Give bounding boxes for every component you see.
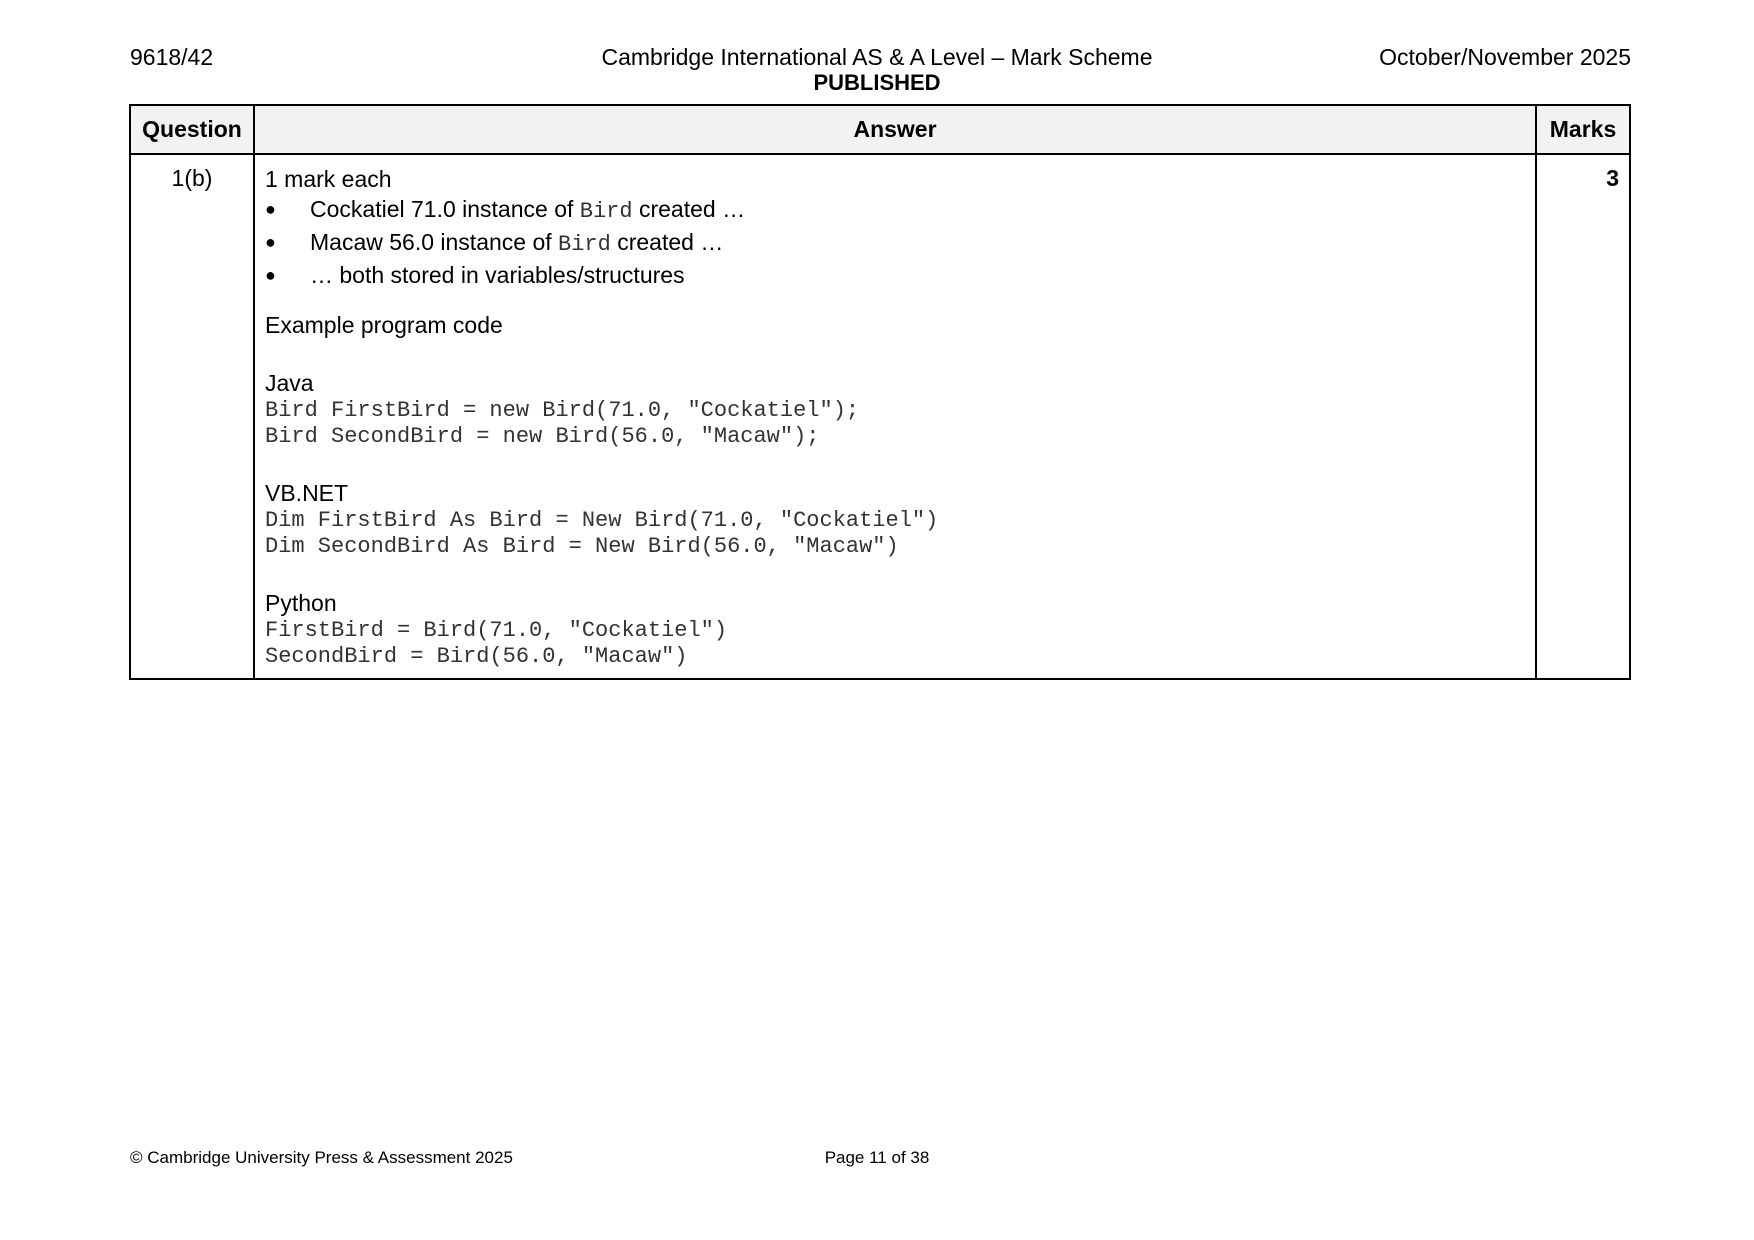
document-title: Cambridge International AS & A Level – Mark Scheme [601, 44, 1153, 70]
code-line: Dim FirstBird As Bird = New Bird(71.0, "Cockatiel") [265, 508, 939, 533]
code-line: FirstBird = Bird(71.0, "Cockatiel") [265, 618, 728, 643]
column-header-answer: Answer [254, 105, 1536, 154]
question-number: 1(b) [130, 154, 254, 679]
table-header-row [130, 105, 1630, 154]
code-line: Bird FirstBird = new Bird(71.0, "Cockatiel"); [265, 398, 860, 423]
copyright-notice: © Cambridge University Press & Assessment 2025 [130, 1148, 513, 1167]
column-header-question: Question [130, 105, 254, 154]
marks-value: 3 [1536, 154, 1630, 679]
exam-session: October/November 2025 [1379, 44, 1631, 70]
marking-criterion: ● … both stored in variables/structures [265, 262, 685, 288]
page-number: Page 11 of 38 [824, 1148, 930, 1167]
paper-code: 9618/42 [130, 44, 214, 70]
marking-criteria-list [265, 194, 1525, 290]
column-header-marks: Marks [1536, 105, 1630, 154]
language-name-java: Java [265, 370, 314, 396]
code-line: Dim SecondBird As Bird = New Bird(56.0, "Macaw") [265, 534, 899, 559]
bullet-icon: ● [265, 265, 276, 285]
inline-code: Bird [579, 199, 633, 224]
marking-intro: 1 mark each [265, 166, 392, 192]
published-label: PUBLISHED [813, 70, 941, 95]
table-row [130, 154, 1630, 679]
answer-cell [254, 154, 1536, 679]
bullet-icon: ● [265, 232, 276, 252]
language-name-python: Python [265, 590, 337, 616]
mark-scheme-table [129, 104, 1631, 680]
code-line: Bird SecondBird = new Bird(56.0, "Macaw"); [265, 424, 820, 449]
language-name-vbnet: VB.NET [265, 480, 349, 506]
marking-criterion: ● Macaw 56.0 instance of Bird created … [265, 229, 724, 257]
code-block-python [265, 618, 1525, 670]
code-block-vbnet [265, 508, 1525, 560]
marking-criterion: ● Cockatiel 71.0 instance of Bird created … [265, 196, 746, 224]
example-heading: Example program code [265, 312, 503, 338]
code-block-java [265, 398, 1525, 450]
code-line: SecondBird = Bird(56.0, "Macaw") [265, 644, 688, 669]
bullet-icon: ● [265, 199, 276, 219]
inline-code: Bird [558, 232, 611, 257]
